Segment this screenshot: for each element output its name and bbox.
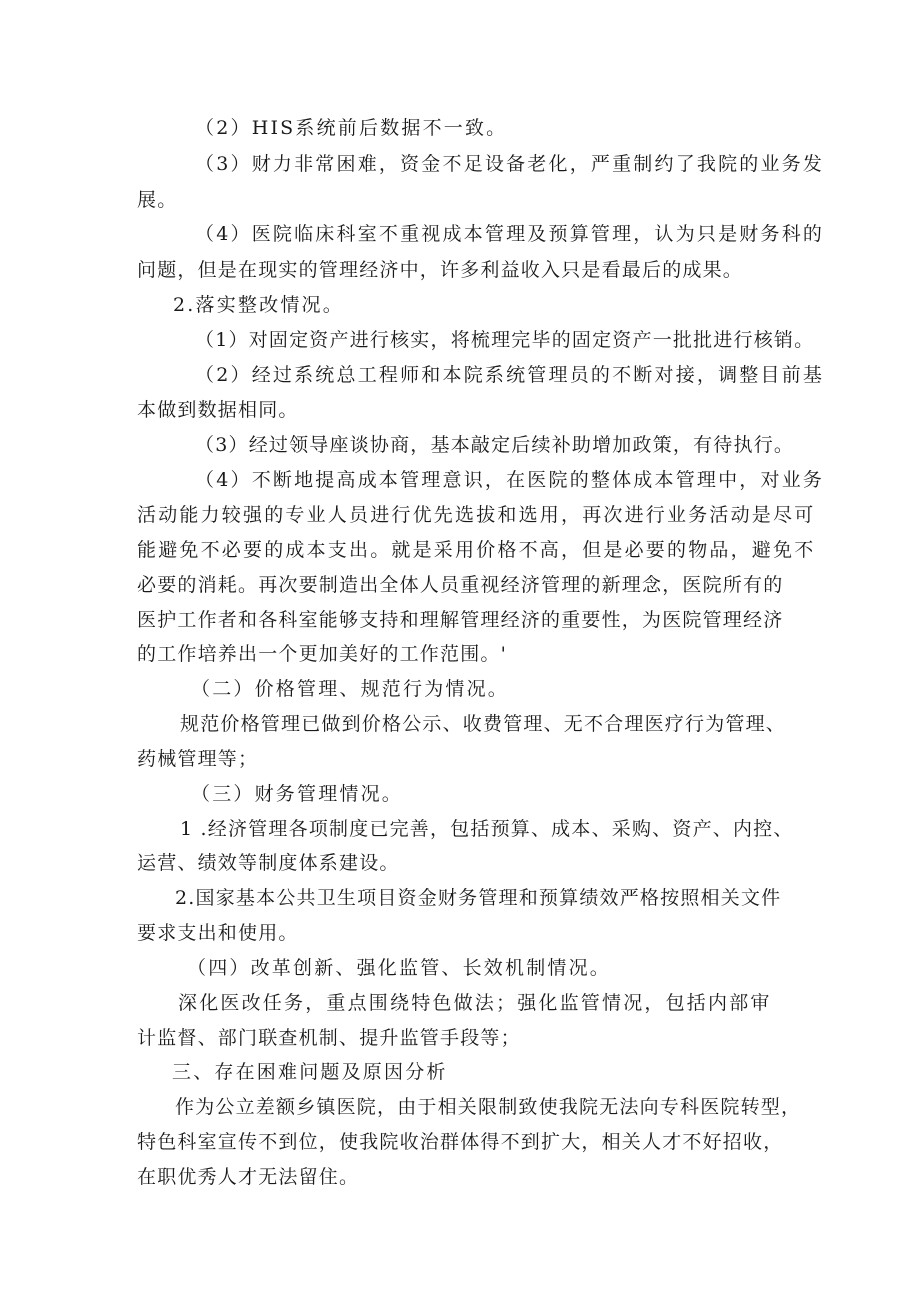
text-line: 作为公立差额乡镇医院，由于相关限制致使我院无法向专科医院转型， bbox=[175, 1096, 802, 1118]
text-line: 三、存在困难问题及原因分析 bbox=[172, 1061, 448, 1083]
text-line: 本做到数据相同。 bbox=[137, 399, 299, 421]
text-line: 2.国家基本公共卫生项目资金财务管理和预算绩效严格按照相关文件 bbox=[175, 887, 782, 909]
text-line: 运营、绩效等制度体系建设。 bbox=[137, 852, 400, 874]
text-line: （二）价格管理、规范行为情况。 bbox=[191, 678, 510, 700]
text-line: 2.落实整改情况。 bbox=[173, 294, 344, 316]
text-line: （2）HIS系统前后数据不一致。 bbox=[195, 117, 508, 139]
text-line: 必要的消耗。再次要制造出全体人员重视经济管理的新理念，医院所有的 bbox=[137, 574, 784, 596]
text-line: 1 .经济管理各项制度已完善，包括预算、成本、采购、资产、内控、 bbox=[180, 818, 794, 840]
text-line: 展。 bbox=[137, 189, 178, 211]
text-line: 的工作培养出一个更加美好的工作范围。' bbox=[137, 643, 508, 665]
text-line: （4）不断地提高成本管理意识，在医院的整体成本管理中，对业务 bbox=[195, 469, 825, 491]
text-line: 能避免不必要的成本支出。就是采用价格不高，但是必要的物品，避免不 bbox=[137, 539, 816, 561]
text-line: 活动能力较强的专业人员进行优先选拔和选用，再次进行业务活动是尽可 bbox=[137, 504, 816, 526]
text-line: （三）财务管理情况。 bbox=[191, 783, 404, 805]
text-line: （四）改革创新、强化监管、长效机制情况。 bbox=[187, 957, 612, 979]
text-line: 规范价格管理已做到价格公示、收费管理、无不合理医疗行为管理、 bbox=[180, 713, 787, 735]
text-line: （2）经过系统总工程师和本院系统管理员的不断对接，调整目前基 bbox=[195, 364, 825, 386]
text-line: 问题，但是在现实的管理经济中，许多利益收入只是看最后的成果。 bbox=[137, 259, 744, 281]
text-line: 要求支出和使用。 bbox=[137, 922, 299, 944]
text-line: 药械管理等； bbox=[137, 748, 259, 770]
text-line: 在职优秀人才无法留住。 bbox=[137, 1166, 360, 1188]
text-line: （1）对固定资产进行核实，将梳理完毕的固定资产一批批进行核销。 bbox=[195, 329, 815, 351]
text-line: （3）财力非常困难，资金不足设备老化，严重制约了我院的业务发 bbox=[195, 153, 825, 175]
text-line: （4）医院临床科室不重视成本管理及预算管理，认为只是财务科的 bbox=[195, 223, 825, 245]
text-line: （3）经过领导座谈协商，基本敲定后续补助增加政策，有待执行。 bbox=[195, 434, 795, 456]
text-line: 深化医改任务，重点围绕特色做法；强化监管情况，包括内部审 bbox=[178, 992, 772, 1014]
text-line: 医护工作者和各科室能够支持和理解管理经济的重要性，为医院管理经济 bbox=[137, 609, 784, 631]
text-line: 特色科室宣传不到位，使我院收治群体得不到扩大，相关人才不好招收， bbox=[137, 1131, 784, 1153]
text-line: 计监督、部门联查机制、提升监管手段等； bbox=[137, 1027, 521, 1049]
